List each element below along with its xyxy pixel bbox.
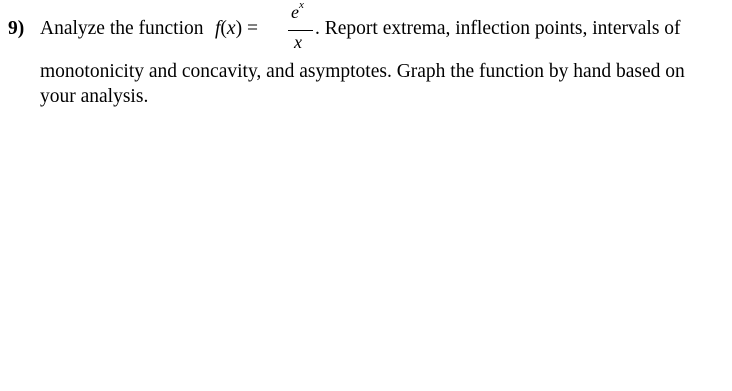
close-paren: )	[235, 18, 243, 39]
equals-sign: =	[246, 18, 258, 39]
problem-intro-text: Analyze the function	[40, 18, 204, 39]
problem-line1-rest: . Report extrema, inflection points, intervals of	[315, 18, 681, 39]
function-variable: x	[226, 18, 236, 39]
function-formula	[215, 0, 325, 58]
problem-continuation	[40, 59, 728, 109]
function-lhs	[215, 17, 258, 40]
numerator-base: e	[291, 2, 299, 22]
problem-line3: your analysis.	[40, 86, 149, 107]
problem-9	[8, 0, 728, 109]
open-paren: (	[220, 18, 227, 39]
problem-first-line	[8, 0, 728, 58]
function-name: f	[215, 18, 221, 39]
fraction-denominator: x	[294, 32, 302, 52]
problem-line2: monotonicity and concavity, and asymptotes. Graph the function by hand based on	[40, 61, 685, 82]
problem-number: 9)	[8, 18, 25, 39]
fraction-numerator	[291, 2, 304, 24]
numerator-exponent: x	[299, 0, 304, 11]
